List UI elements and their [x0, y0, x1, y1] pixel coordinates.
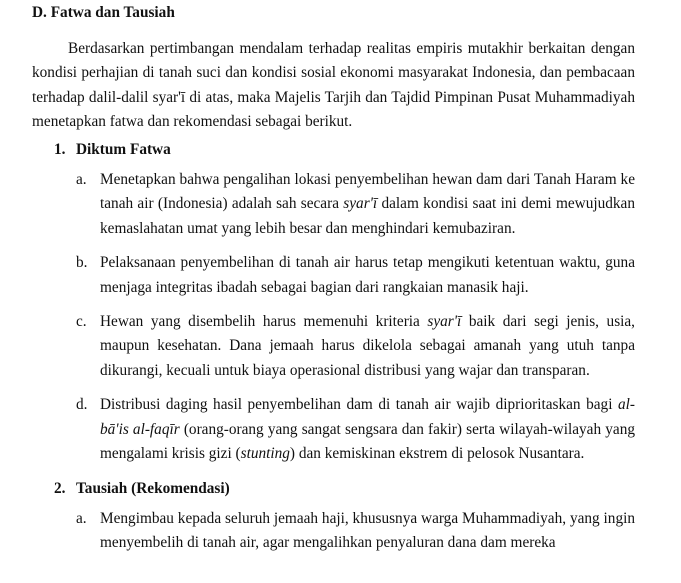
text-run: baik dari segi jenis, usia, maupun kesehatan. Dana jemaah harus dikelola sebagai amanah yang utuh tanpa dikurangi, kecuali untuk biaya operasional distribusi yang wajar dan transparan.: [100, 313, 636, 379]
item-letter: a.: [76, 171, 87, 189]
item-text: Pelaksanaan penyembelihan di tanah air harus tetap mengikuti ketentuan waktu, guna menjaga integritas ibadah sebagai bagian dari rangkaian manasik haji.: [100, 254, 635, 296]
diktum-item-a: [76, 168, 635, 241]
diktum-item-d: [76, 393, 635, 466]
intro-paragraph: Berdasarkan pertimbangan mendalam terhadap realitas empiris mutakhir berkaitan dengan kondisi perhajian di tanah suci dan kondisi sosial ekonomi masyarakat Indonesia, dan pembacaan terhadap dalil-dalil syar'ī di atas, maka Majelis Tarjih dan Tajdid Pimpinan Pusat Muhammadiyah menetapkan fatwa dan rekomendasi sebagai berikut.: [32, 40, 635, 131]
text-run: Menetapkan bahwa pengalihan lokasi penyembelihan hewan dam dari Tanah Haram ke tanah air (Indonesia) adalah sah secara: [100, 171, 635, 213]
text-run: dalam kondisi saat ini demi mewujudkan kemaslahatan umat yang lebih besar dan menghindari kemubaziran.: [100, 195, 635, 237]
text-run: Hewan yang disembelih harus memenuhi kriteria: [100, 313, 428, 331]
tausiah-item-a: [76, 507, 635, 556]
diktum-list: [32, 168, 635, 466]
text-run: Distribusi daging hasil penyembelihan dam di tanah air wajib diprioritaskan bagi: [100, 396, 618, 414]
diktum-item-c: [76, 310, 635, 383]
diktum-item-b: [76, 251, 635, 300]
diktum-heading: [54, 138, 635, 162]
item-letter: b.: [76, 254, 88, 272]
item-text: [100, 310, 635, 383]
diktum-title: Diktum Fatwa: [76, 140, 171, 158]
tausiah-number: 2.: [54, 479, 66, 497]
item-letter: c.: [76, 313, 87, 331]
tausiah-title: Tausiah (Rekomendasi): [76, 479, 230, 497]
item-letter: a.: [76, 509, 87, 527]
diktum-number: 1.: [54, 140, 66, 158]
item-text: [100, 393, 635, 466]
text-run: (orang-orang yang sangat sengsara dan fakir) serta wilayah-wilayah yang mengalami krisis gizi (: [100, 420, 635, 463]
tausiah-list: [32, 507, 635, 556]
italic-term: al-bā'is al-faqīr: [100, 396, 635, 438]
text-run: ) dan kemiskinan ekstrem di pelosok Nusantara.: [289, 445, 585, 463]
section-heading: D. Fatwa dan Tausiah: [32, 4, 175, 21]
item-text: [100, 168, 635, 241]
item-text: Mengimbau kepada seluruh jemaah haji, khususnya warga Muhammadiyah, yang ingin menyembelih di tanah air, agar mengalihkan penyaluran dana dam mereka: [100, 509, 635, 552]
italic-term: syar'ī: [343, 195, 378, 213]
item-letter: d.: [76, 396, 88, 414]
tausiah-heading: [54, 477, 635, 501]
italic-term: syar'ī: [427, 313, 462, 331]
italic-term: stunting: [240, 445, 290, 463]
